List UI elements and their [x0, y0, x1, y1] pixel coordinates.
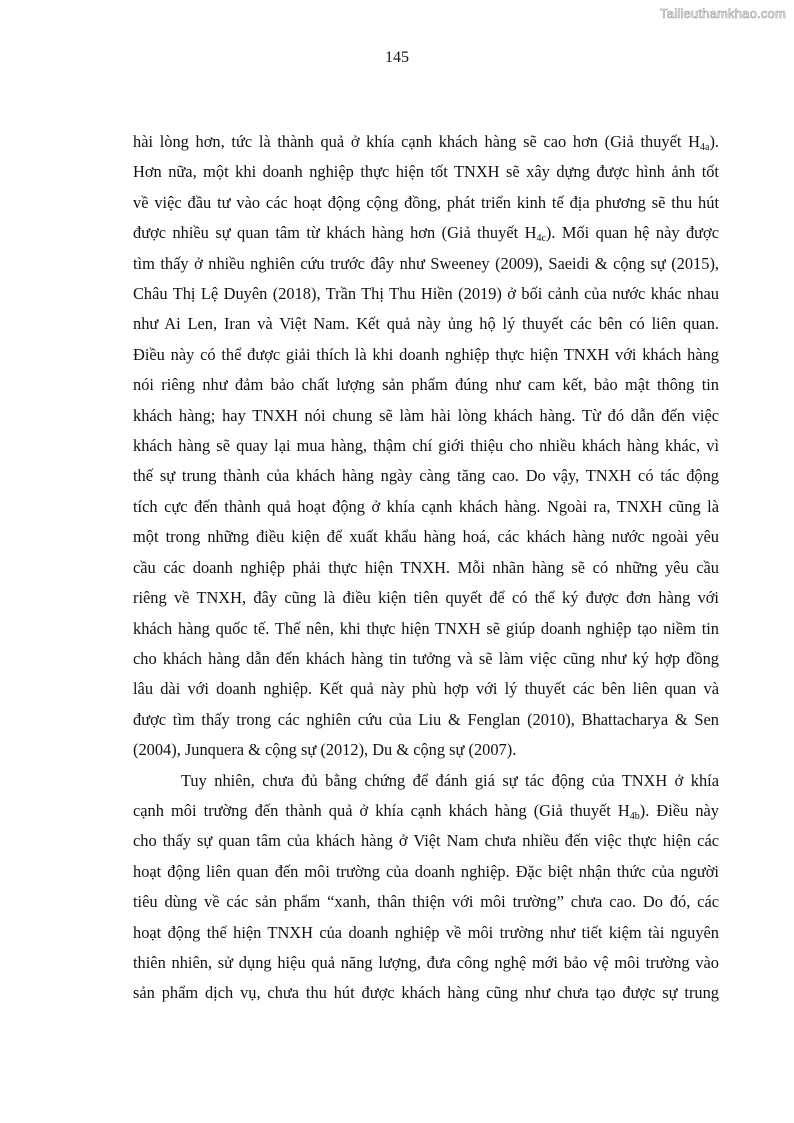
- text-line: hoạt động liên quan đến môi trường của doanh nghiệp. Đặc biệt nhận thức của người: [133, 861, 719, 881]
- text-line: thế sự trung thành của khách hàng ngày càng tăng cao. Do vậy, TNXH có tác động: [133, 466, 719, 486]
- text-line: thiên nhiên, sử dụng hiệu quả năng lượng, đưa công nghệ mới bảo vệ môi trường vào: [133, 952, 719, 972]
- text-line: tiêu dùng về các sản phẩm “xanh, thân thiện với môi trường” chưa cao. Do đó, các: [133, 892, 719, 912]
- text-line: lâu dài với doanh nghiệp. Kết quả này phù hợp với lý thuyết các bên liên quan và: [133, 679, 719, 699]
- text-line: cầu các doanh nghiệp phải thực hiện TNXH. Mỗi nhãn hàng sẽ có những yêu cầu: [133, 557, 719, 577]
- text-line: khách hàng sẽ quay lại mua hàng, thậm chí giới thiệu cho nhiều khách hàng khác, vì: [133, 436, 719, 456]
- text-line: tìm thấy ở nhiều nghiên cứu trước đây như Sweeney (2009), Saeidi & cộng sự (2015),: [133, 253, 719, 273]
- text-line: Tuy nhiên, chưa đủ bằng chứng để đánh giá sự tác động của TNXH ở khía: [181, 770, 719, 790]
- text-line: (2004), Junquera & cộng sự (2012), Du & cộng sự (2007).: [133, 740, 517, 760]
- text-line: Điều này có thể được giải thích là khi doanh nghiệp thực hiện TNXH với khách hàng: [133, 344, 719, 364]
- paragraph-2: [133, 766, 719, 1009]
- watermark: Tailieuthamkhao.com: [660, 6, 786, 21]
- text-line: cho thấy sự quan tâm của khách hàng ở Việt Nam chưa nhiều đến việc thực hiện các: [133, 831, 719, 851]
- text-line: một trong những điều kiện để xuất khẩu hàng hoá, các khách hàng nước ngoài yêu: [133, 527, 719, 547]
- text-line: Châu Thị Lệ Duyên (2018), Trần Thị Thu Hiền (2019) ở bối cảnh của nước khác nhau: [133, 284, 719, 304]
- text-line: hoạt động thể hiện TNXH của doanh nghiệp về môi trường như tiết kiệm tài nguyên: [133, 922, 719, 942]
- text-line: sản phẩm dịch vụ, chưa thu hút được khách hàng cũng như chưa tạo được sự trung: [133, 983, 719, 1003]
- text-line: Hơn nữa, một khi doanh nghiệp thực hiện tốt TNXH sẽ xây dựng được hình ảnh tốt: [133, 162, 719, 182]
- text-line: về việc đầu tư vào các hoạt động cộng đồng, phát triển kinh tế địa phương sẽ thu hút: [133, 192, 719, 212]
- page-number: 145: [385, 49, 409, 66]
- text-line: khách hàng quốc tế. Thế nên, khi thực hiện TNXH sẽ giúp doanh nghiệp tạo niềm tin: [133, 618, 719, 638]
- text-line: được tìm thấy trong các nghiên cứu của Liu & Fenglan (2010), Bhattacharya & Sen: [133, 709, 719, 729]
- text-line: cạnh môi trường đến thành quả ở khía cạnh khách hàng (Giả thuyết $H_{4b}$). Điều này: [133, 800, 719, 822]
- text-line: hài lòng hơn, tức là thành quả ở khía cạnh khách hàng sẽ cao hơn (Giả thuyết $H_{4a}$).: [133, 132, 719, 153]
- text-line: riêng về TNXH, đây cũng là điều kiện tiên quyết để có thể ký được đơn hàng với: [133, 588, 719, 608]
- body-text: [133, 127, 719, 1009]
- text-line: tích cực đến thành quả hoạt động ở khía cạnh khách hàng. Ngoài ra, TNXH cũng là: [133, 496, 719, 516]
- text-line: được nhiều sự quan tâm từ khách hàng hơn (Giả thuyết $H_{4c}$). Mối quan hệ này được: [133, 223, 719, 245]
- text-line: như Ai Len, Iran và Việt Nam. Kết quả này ủng hộ lý thuyết các bên có liên quan.: [133, 314, 719, 334]
- text-line: cho khách hàng dẫn đến khách hàng tin tưởng và sẽ làm việc cũng như ký hợp đồng: [133, 648, 719, 668]
- text-line: khách hàng; hay TNXH nói chung sẽ làm hài lòng khách hàng. Từ đó dẫn đến việc: [133, 405, 719, 425]
- text-line: nói riêng như đảm bảo chất lượng sản phẩm đúng như cam kết, bảo mật thông tin: [133, 375, 719, 395]
- paragraph-1: [133, 127, 719, 766]
